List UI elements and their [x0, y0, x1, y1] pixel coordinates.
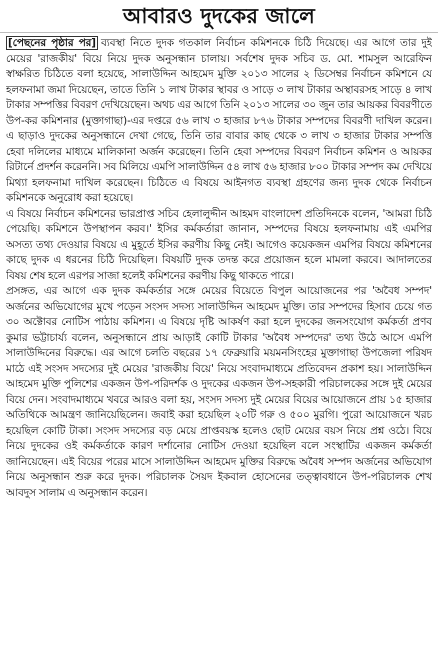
article-paragraph-1 — [6, 36, 432, 207]
paragraph-1-text: ব্যবস্থা নিতে দুদক গতকাল নির্বাচন কমিশনকে চিঠি দিয়েছে। এর আগে তার দুই মেয়ের 'রাজকীয়' বিয়ে নিয়ে দুদক অনুসন্ধান চালায়। সর্বশেষ দুদক সচিব ড. মো. শামসুল আরেফিন স্বাক্ষরিত চিঠিতে বলা হয়েছে, সালাউদ্দিন আহমেদ মুক্তি ২০১৩ সালের ২ ডিসেম্বর নির্বাচন কমিশনে যে হলফনামা জমা দিয়েছেন, তাতে তিনি ১ লাখ টাকার স্থাবর ও সাড়ে ৩ লাখ টাকার অস্থাবরসহ সাড়ে ৪ লাখ টাকার সম্পত্তির বিবরণ দেখিয়েছেন। অথচ এর আগে তিনি ২০১৩ সালের ৩০ জুন তার আয়কর বিবরণীতে উপ-কর কমিশনার (মুক্তাগাছা)-এর দপ্তরে ৫৬ লাখ ৩ হাজার ৮৭৬ টাকার সম্পদের বিবরণী দাখিল করেন। এ ছাড়াও দুদকের অনুসন্ধানে দেখা গেছে, তিনি তার বাবার কাছ থেকে ৩ লাখ ৩ হাজার টাকার সম্পত্তি হেবা দলিলের মাধ্যমে মালিকানা অর্জন করেছেন। তিনি হেবা সম্পদের বিবরণ নির্বাচন কমিশন ও আয়কর রিটার্নে প্রদর্শন করেননি। সব মিলিয়ে এমপি সালাউদ্দিন ৫৪ লাখ ৫৬ হাজার ৮০০ টাকার সম্পদ কম দেখিয়ে মিথ্যা হলফনামা দাখিল করেছেন। চিঠিতে এ বিষয়ে আইনগত ব্যবস্থা গ্রহণের জন্য দুদক থেকে নির্বাচন কমিশনকে অনুরোধ করা হয়েছে। — [6, 37, 432, 204]
article-paragraph-2: এ বিষয়ে নির্বাচন কমিশনের ভারপ্রাপ্ত সচিব হেলালুদ্দীন আহমদ বাংলাদেশ প্রতিদিনকে বলেন, 'আমরা চিঠি পেয়েছি। কমিশনে উপস্থাপন করব।' ইসির কর্মকর্তারা জানান, সম্পদের বিষয়ে হলফনামায় এই এমপির অসত্য তথ্য দেওয়ার বিষয়ে এ মুহূর্তে ইসির করণীয় কিছু নেই। আগেও কয়েকজন এমপির বিষয়ে কমিশনের কাছে দুদক এ ধরনের চিঠি দিয়েছিল। বিষয়টি দুদক তদন্ত করে প্রয়োজন হলে মামলা করবে। আদালতের বিষয় শেষ হলে এরপর সাজা হলেই কমিশনের করণীয় কিছু থাকতে পারে। — [6, 207, 432, 282]
headline: আবারও দুদকের জালে — [122, 3, 315, 28]
headline-area — [0, 2, 438, 33]
article-paragraph-3: প্রসঙ্গত, এর আগে এক দুদক কর্মকর্তার সঙ্গে মেয়ের বিয়েতে বিপুল আয়োজনের পর 'অবৈধ সম্পদ' অর্জনের অভিযোগের মুখে পড়েন সংসদ সদস্য সালাউদ্দিন আহমেদ মুক্তি। তার সম্পদের হিসাব চেয়ে গত ৩০ অক্টোবর নোটিস পাঠায় কমিশন। এ বিষয়ে দৃষ্টি আকর্ষণ করা হলে দুদকের জনসংযোগ কর্মকর্তা প্রণব কুমার ভট্টাচার্য্য বলেন, অনুসন্ধানে প্রায় আড়াই কোটি টাকার 'অবৈধ সম্পদের' তথ্য উঠে আসে এমপি সালাউদ্দিনের বিরুদ্ধে। এর আগে চলতি বছরের ১৭ ফেব্রুয়ারি ময়মনসিংহের মুক্তাগাছা উপজেলা পরিষদ মাঠে এই সংসদ সদস্যের দুই মেয়ের 'রাজকীয় বিয়ে' নিয়ে সংবাদমাধ্যমে প্রতিবেদন প্রকাশ হয়। সালাউদ্দিন আহমেদ মুক্তি পুলিশের একজন উপ-পরিদর্শক ও দুদকের একজন উপ-সহকারী পরিচালকের সঙ্গে দুই মেয়ের বিয়ে দেন। সংবাদমাধ্যমে খবরে আরও বলা হয়, সংসদ সদস্য দুই মেয়ের বিয়ের আয়োজনে প্রায় ১৫ হাজার অতিথিকে আমন্ত্রণ জানিয়েছিলেন। জবাই করা হয়েছিল ২০টি গরু ও ৫০০ মুরগি। পুরো আয়োজনে খরচ হয়েছিল কোটি টাকা। সংসদ সদস্যের বড় মেয়ে প্রাপ্তবয়স্ক হলেও ছোট মেয়ের বয়স নিয়ে প্রশ্ন ওঠে। বিয়ে নিয়ে দুদকের ওই কর্মকর্তাকে কারণ দর্শানোর নোটিস দেওয়া হয়েছিল বলে সংস্থাটির একজন কর্মকর্তা জানিয়েছেন। এই বিয়ের পরের মাসে সালাউদ্দিন আহমেদ মুক্তির বিরুদ্ধে অবৈধ সম্পদ অর্জনের অভিযোগ নিয়ে অনুসন্ধান শুরু করে দুদক। পরিচালক সৈয়দ ইকবাল হোসেনের তত্ত্বাবধানে উপ-পরিচালক শেখ আবদুস সালাম এ অনুসন্ধান করেন। — [6, 285, 432, 499]
article-body — [6, 36, 432, 640]
jump-label: [পেছনের পৃষ্ঠার পর] — [8, 37, 96, 49]
